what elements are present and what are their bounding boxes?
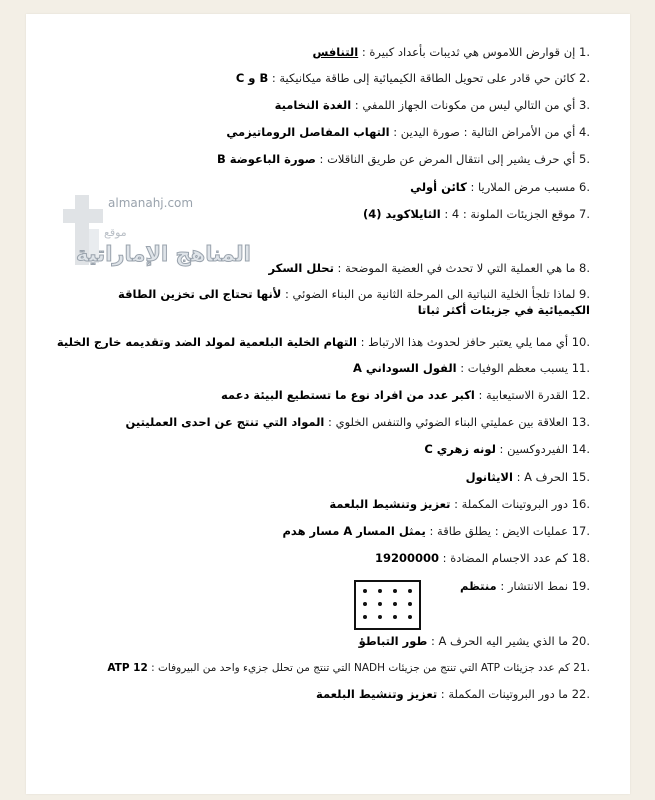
- dispersion-dot: [363, 602, 367, 606]
- dispersion-dot: [393, 589, 397, 593]
- document-page: [26, 14, 630, 794]
- uniform-dispersion-diagram: [354, 580, 421, 630]
- dispersion-dot: [393, 602, 397, 606]
- dispersion-dot: [408, 615, 412, 619]
- question-item-5: .5 أي حرف يشير إلى انتقال المرض عن طريق الناقلات : صورة الباعوضة B: [216, 152, 590, 166]
- question-item-8: .8 ما هي العملية التي لا تحدث في العضية الموضحة : تحلل السكر: [268, 261, 590, 275]
- question-item-2: .2 كائن حي قادر على تحويل الطاقة الكيميائية إلى طاقة ميكانيكية : B و C: [235, 71, 590, 85]
- question-item-11: .11 يسبب معظم الوفيات : الفول السوداني A: [352, 361, 590, 375]
- question-item-3: .3 أي من التالي ليس من مكونات الجهاز اللمفي : الغدة النخامية: [274, 98, 590, 112]
- dispersion-dot: [363, 615, 367, 619]
- watermark-line2: المناهج الإماراتية: [76, 242, 251, 266]
- dispersion-dot: [378, 615, 382, 619]
- dispersion-dot: [378, 602, 382, 606]
- question-item-14: .14 الفيردوكسين : لونه زهري C: [424, 442, 590, 456]
- question-item-7: .7 موقع الجزيئات الملونة : 4 : الثايلاكويد (4): [362, 207, 590, 221]
- dispersion-dot: [378, 589, 382, 593]
- question-item-22: .22 ما دور البروتينات المكملة : تعزيز وتنشيط البلعمة: [316, 687, 590, 701]
- question-item-1: .1 إن قوارض اللاموس هي ثديبات بأعداد كبيرة : التنافس: [312, 45, 590, 59]
- question-item-19: .19 نمط الانتشار : منتظم: [459, 579, 590, 593]
- question-item-9: .9 لماذا تلجأ الخلية النباتية الى المرحلة الثانية من البناء الضوئي : لأنها تحتاج الى تخزين الطاقة الكيميائية في جزيئات أكثر ثباتا: [118, 287, 590, 317]
- question-item-4: .4 أي من الأمراض التالية : صورة اليدين : التهاب المفاصل الروماتيزمي: [226, 125, 590, 139]
- dispersion-dot: [408, 602, 412, 606]
- dispersion-dot: [393, 615, 397, 619]
- question-item-17: .17 عمليات الايض : يطلق طاقة : يمثل المسار A مسار هدم: [282, 524, 590, 538]
- watermark-url: almanahj.com: [108, 196, 194, 210]
- dispersion-dot: [408, 589, 412, 593]
- question-item-15: .15 الحرف A : الايثانول: [465, 470, 590, 484]
- dispersion-dot: [363, 589, 367, 593]
- question-item-20: .20 ما الذي يشير اليه الحرف A : طور التباطؤ: [358, 634, 590, 648]
- question-item-13: .13 العلاقة بين عمليتي البناء الضوئي والتنفس الخلوي : المواد التي تنتج عن احدى العمليتين: [125, 415, 590, 429]
- question-item-12: .12 القدرة الاستيعابية : اكبر عدد من افراد نوع ما تستطيع البيئة دعمه: [220, 388, 590, 402]
- question-item-16: .16 دور البروتينات المكملة : تعزيز وتنشيط البلعمة: [329, 497, 590, 511]
- question-item-10: .10 أي مما يلي يعتبر حافز لحدوث هذا الارتباط : التهام الخلية البلعمية لمولد الضد وتقديمه خارج الخلية: [56, 335, 590, 349]
- question-item-21: .21 كم عدد جزيئات ATP التي تنتج من جزيئات NADH التي تنتج من تحلل جزيء واحد من البيروفات : 12 ATP: [107, 662, 590, 674]
- question-item-6: .6 مسبب مرض الملاريا : كائن أولي: [410, 180, 590, 194]
- question-item-18: .18 كم عدد الاجسام المضادة : 19200000: [375, 551, 590, 565]
- watermark-line1: موقع: [104, 226, 127, 239]
